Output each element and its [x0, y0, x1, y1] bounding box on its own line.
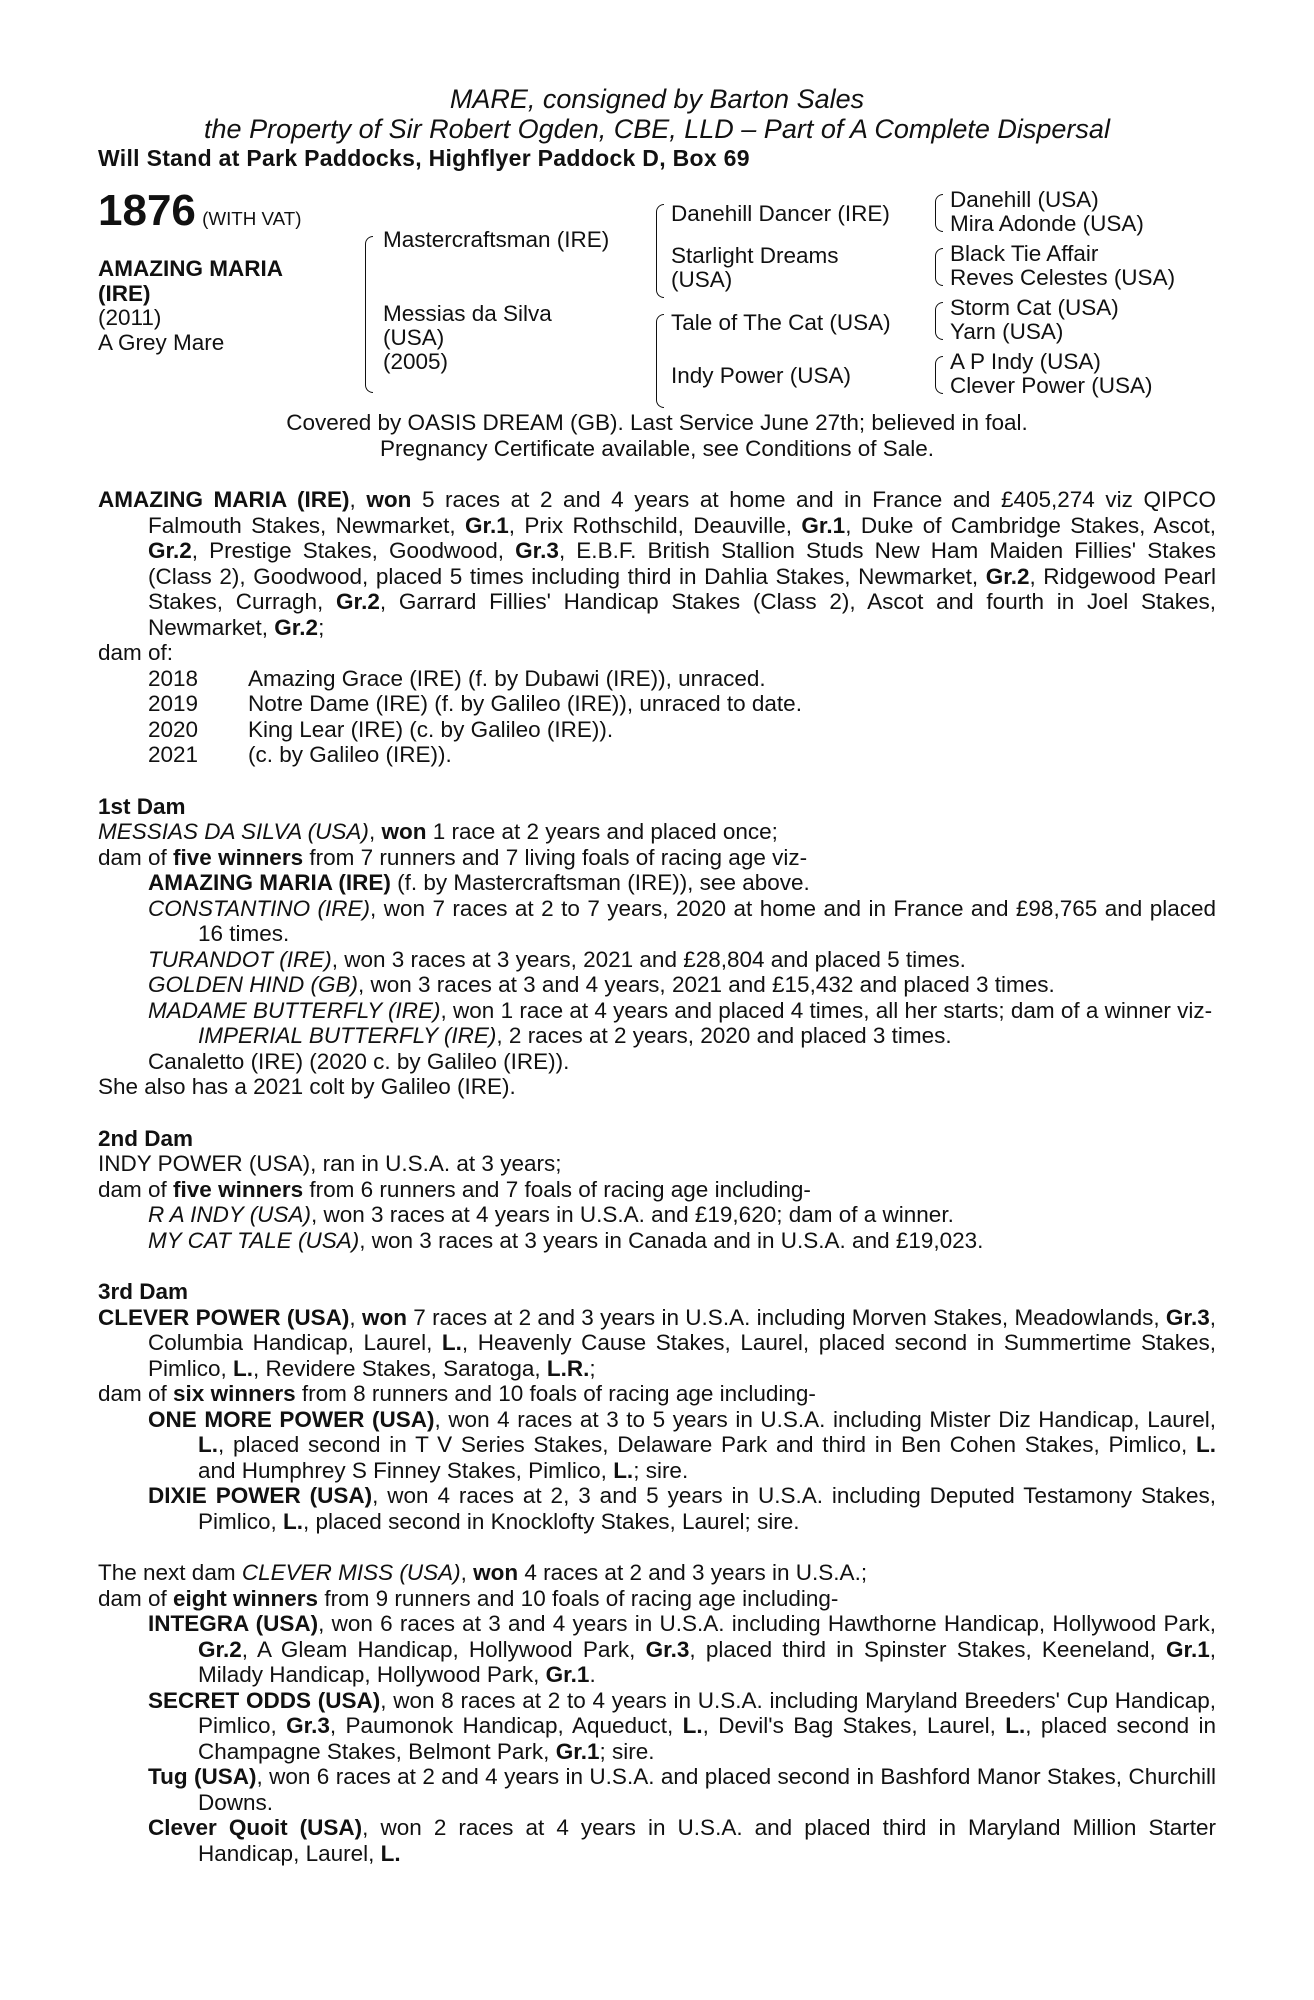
- catalogue-page: [98, 84, 1216, 1866]
- progeny-row: [148, 666, 802, 692]
- grade: Gr.3: [645, 1636, 690, 1662]
- produce-name: IMPERIAL BUTTERFLY (IRE): [198, 1023, 497, 1048]
- also-note: She also has a 2021 colt by Galileo (IRE).: [98, 1074, 516, 1099]
- record-text: ;: [318, 614, 325, 640]
- grade: L.: [283, 1508, 304, 1534]
- record-text: , Prix Rothschild, Deauville,: [508, 512, 802, 538]
- mare-record: AMAZING MARIA (IRE), won 5 races at 2 and 4 years at home and in France and £405,274 viz QIPCO Falmouth Stakes, Newmarket, Gr.1, Prix Rothschild, Deauville, Gr.1, Duke of Cambridge Stakes, Ascot, Gr.2, Prestige Stakes, Goodwood, Gr.3, E.B.F. British Stallion Studs New Ham Maiden Fillies' Stakes (Class 2), Goodwood, placed 5 times including third in Dahlia Stakes, Newmarket, Gr.2, Ridgewood Pearl Stakes, Curragh, Gr.2, Garrard Fillies' Handicap Stakes (Class 2), Ascot and fourth in Joel Stakes, Newmarket, Gr.2;: [98, 487, 1217, 640]
- won-label: won: [361, 1304, 407, 1330]
- dam-year: (2005): [383, 349, 449, 374]
- produce-name: Tug (USA): [148, 1764, 257, 1789]
- grade: Gr.3: [1165, 1304, 1210, 1330]
- progeny-year: 2019: [148, 691, 199, 716]
- second-dam-record: INDY POWER (USA), ran in U.S.A. at 3 years;: [98, 1151, 562, 1176]
- first-dam-heading: 1st Dam: [98, 793, 186, 819]
- produce-name: R A INDY (USA): [148, 1202, 311, 1227]
- dam-of-label: dam of:: [98, 640, 174, 665]
- grade: Gr.2: [985, 563, 1030, 589]
- grade: L.: [380, 1840, 401, 1866]
- progeny-list: [148, 666, 802, 768]
- pedigree-brace: [935, 302, 943, 340]
- produce-name: GOLDEN HIND (GB): [148, 972, 359, 997]
- grade: Gr.1: [465, 512, 509, 538]
- next-dam-name: CLEVER MISS (USA): [241, 1560, 461, 1585]
- pregnancy-note: Pregnancy Certificate available, see Conditions of Sale.: [379, 435, 935, 461]
- dam-sire: Tale of The Cat (USA): [671, 310, 891, 335]
- first-dam-produce: dam of five winners from 7 runners and 7 living foals of racing age viz-: [98, 844, 808, 870]
- produce-name: INTEGRA (USA): [148, 1611, 319, 1636]
- grade: L.: [682, 1713, 703, 1738]
- produce-name: DIXIE POWER (USA): [148, 1483, 373, 1508]
- grade: Gr.2: [148, 538, 192, 563]
- grade: Gr.2: [274, 614, 319, 640]
- vat-label: (WITH VAT): [202, 208, 302, 229]
- gg-7: A P Indy (USA): [950, 349, 1101, 374]
- produce-name: Clever Quoit (USA): [148, 1815, 363, 1840]
- grade: L.: [1196, 1432, 1216, 1457]
- sire-dam: Starlight Dreams: [671, 243, 839, 268]
- sire: Mastercraftsman (IRE): [383, 227, 610, 252]
- progeny-year: 2018: [148, 665, 199, 691]
- grade: L.: [613, 1457, 634, 1483]
- produce-entry: AMAZING MARIA (IRE) (f. by Mastercraftsman (IRE)), see above.: [148, 870, 810, 895]
- third-dam-record: CLEVER POWER (USA), won 7 races at 2 and 3 years in U.S.A. including Morven Stakes, Meadowlands, Gr.3, Columbia Handicap, Laurel, L., Heavenly Cause Stakes, Laurel, placed second in Summertime Stakes, Pimlico, L., Revidere Stakes, Saratoga, L.R.;: [98, 1304, 1216, 1381]
- gg-2: Mira Adonde (USA): [950, 211, 1144, 236]
- covered-note: Covered by OASIS DREAM (GB). Last Service June 27th; believed in foal.: [286, 410, 1028, 435]
- produce-entry: DIXIE POWER (USA), won 4 races at 2, 3 and 5 years in U.S.A. including Deputed Testamony Stakes, Pimlico, L., placed second in Knocklofty Stakes, Laurel; sire.: [148, 1483, 1216, 1534]
- grade: L.: [233, 1355, 254, 1381]
- property-line: the Property of Sir Robert Ogden, CBE, LLD – Part of A Complete Dispersal: [204, 114, 1110, 144]
- second-dam-produce: dam of five winners from 6 runners and 7 foals of racing age including-: [98, 1176, 811, 1202]
- pedigree-brace: [365, 236, 373, 393]
- grade: L.: [198, 1432, 218, 1457]
- gg-1: Danehill (USA): [950, 187, 1099, 212]
- grade: Gr.3: [515, 538, 559, 563]
- dam-name: Messias da Silva: [383, 301, 552, 326]
- grade: L.: [1005, 1713, 1026, 1738]
- progeny-row: [148, 717, 802, 743]
- grade: Gr.1: [555, 1738, 600, 1764]
- winners-count: five winners: [173, 1176, 304, 1202]
- dam-origin: (USA): [383, 325, 445, 350]
- record-text: 5 races at 2 and 4 years at home and in France and £405,274 viz QIPCO Falmouth Stakes, Newmarket,: [148, 487, 1216, 538]
- lot-number: [98, 188, 301, 234]
- produce-entry: SECRET ODDS (USA), won 8 races at 2 to 4 years in U.S.A. including Maryland Breeders' Cup Handicap, Pimlico, Gr.3, Paumonok Handicap, Aqueduct, L., Devil's Bag Stakes, Laurel, L., placed second in Champagne Stakes, Belmont Park, Gr.1; sire.: [148, 1687, 1217, 1764]
- produce-entry: Clever Quoit (USA), won 2 races at 4 years in U.S.A. and placed third in Maryland Million Starter Handicap, Laurel, L.: [148, 1815, 1216, 1866]
- grand-produce-entry: IMPERIAL BUTTERFLY (IRE), 2 races at 2 years, 2020 and placed 3 times.: [198, 1023, 952, 1048]
- produce-entry: GOLDEN HIND (GB), won 3 races at 3 and 4 years, 2021 and £15,432 and placed 3 times.: [148, 972, 1055, 997]
- won-label: won: [381, 819, 427, 844]
- horse-description: A Grey Mare: [98, 330, 225, 355]
- grade: Gr.2: [198, 1636, 242, 1662]
- first-dam-name: MESSIAS DA SILVA (USA): [98, 819, 369, 844]
- produce-name: MY CAT TALE (USA): [148, 1227, 360, 1253]
- record-text: , E.B.F. British Stallion Studs New Ham Maiden Fillies' Stakes (Class 2), Goodwood, placed 5 times including third in Dahlia Stakes, Newmarket,: [148, 538, 1216, 589]
- produce-entry: ONE MORE POWER (USA), won 4 races at 3 to 5 years in U.S.A. including Mister Diz Handicap, Laurel, L., placed second in T V Series Stakes, Delaware Park and third in Ben Cohen Stakes, Pimlico, L. and Humphrey S Finney Stakes, Pimlico, L.; sire.: [148, 1406, 1216, 1483]
- gg-6: Yarn (USA): [950, 319, 1064, 344]
- grade: Gr.2: [336, 589, 380, 614]
- gg-5: Storm Cat (USA): [950, 295, 1119, 320]
- third-dam-produce: dam of six winners from 8 runners and 10 foals of racing age including-: [98, 1381, 816, 1406]
- record-text: , Garrard Fillies' Handicap Stakes (Class 2), Ascot and fourth in Joel Stakes, Newmarket,: [148, 589, 1216, 640]
- second-dam-heading: 2nd Dam: [98, 1125, 194, 1151]
- progeny-text: (c. by Galileo (IRE)).: [248, 742, 452, 767]
- gg-8: Clever Power (USA): [950, 373, 1153, 398]
- sire-dam-origin: (USA): [671, 267, 733, 292]
- won-label: won: [473, 1560, 519, 1585]
- produce-name: AMAZING MARIA (IRE): [148, 870, 391, 895]
- produce-entry: Tug (USA), won 6 races at 2 and 4 years in U.S.A. and placed second in Bashford Manor Stakes, Churchill Downs.: [148, 1764, 1216, 1815]
- dam-dam: Indy Power (USA): [671, 363, 852, 388]
- grade: Gr.1: [801, 512, 846, 538]
- next-dam-record: The next dam CLEVER MISS (USA), won 4 races at 2 and 3 years in U.S.A.;: [98, 1560, 868, 1585]
- produce-entry: INTEGRA (USA), won 6 races at 3 and 4 years in U.S.A. including Hawthorne Handicap, Hollywood Park, Gr.2, A Gleam Handicap, Hollywood Park, Gr.3, placed third in Spinster Stakes, Keeneland, Gr.1, Milady Handicap, Hollywood Park, Gr.1.: [148, 1611, 1216, 1687]
- produce-entry: CONSTANTINO (IRE), won 7 races at 2 to 7 years, 2020 at home and in France and £98,765 and placed 16 times.: [148, 895, 1216, 946]
- produce-name: ONE MORE POWER (USA): [148, 1406, 435, 1432]
- next-dam-produce: dam of eight winners from 9 runners and 10 foals of racing age including-: [98, 1585, 839, 1611]
- pedigree-brace: [935, 194, 943, 232]
- winners-count: eight winners: [173, 1585, 319, 1611]
- record-text: , Ridgewood Pearl Stakes, Curragh,: [148, 563, 1217, 614]
- gg-4: Reves Celestes (USA): [950, 265, 1176, 290]
- horse-name: AMAZING MARIA: [98, 256, 283, 281]
- progeny-text: King Lear (IRE) (c. by Galileo (IRE)).: [248, 716, 614, 742]
- pedigree-brace: [656, 204, 664, 298]
- consignor-line: MARE, consigned by Barton Sales: [449, 84, 865, 114]
- progeny-text: Amazing Grace (IRE) (f. by Dubawi (IRE)), unraced.: [248, 665, 766, 691]
- mare-name: AMAZING MARIA (IRE): [98, 487, 350, 512]
- produce-entry: R A INDY (USA), won 3 races at 4 years in U.S.A. and £19,620; dam of a winner.: [148, 1202, 954, 1227]
- grade: Gr.3: [286, 1713, 330, 1738]
- progeny-year: 2021: [148, 742, 199, 767]
- progeny-text: Notre Dame (IRE) (f. by Galileo (IRE)), unraced to date.: [248, 691, 802, 716]
- lot-number-value: 1876: [98, 186, 196, 235]
- winners-count: five winners: [173, 844, 304, 870]
- progeny-row: [148, 742, 802, 768]
- stand-location: Will Stand at Park Paddocks, Highflyer Paddock D, Box 69: [98, 145, 750, 171]
- first-dam-record: MESSIAS DA SILVA (USA), won 1 race at 2 years and placed once;: [98, 819, 778, 844]
- produce-entry: MADAME BUTTERFLY (IRE), won 1 race at 4 years and placed 4 times, all her starts; dam of a winner viz-: [148, 997, 1213, 1023]
- produce-entry: MY CAT TALE (USA), won 3 races at 3 years in Canada and in U.S.A. and £19,023.: [148, 1227, 984, 1253]
- record-text: , Prestige Stakes, Goodwood,: [191, 538, 516, 563]
- grade: Gr.1: [545, 1662, 590, 1687]
- progeny-year: 2020: [148, 716, 199, 742]
- grade: L.: [441, 1330, 462, 1355]
- produce-entry: Canaletto (IRE) (2020 c. by Galileo (IRE)).: [148, 1048, 570, 1074]
- record-text: 1 race at 2 years and placed once;: [426, 819, 778, 844]
- winners-count: six winners: [173, 1381, 296, 1406]
- produce-name: TURANDOT (IRE): [148, 946, 332, 972]
- pedigree-brace: [935, 356, 943, 394]
- pedigree-brace: [935, 248, 943, 286]
- foaling-year: (2011): [98, 305, 162, 330]
- produce-name: SECRET ODDS (USA): [148, 1687, 381, 1713]
- gg-3: Black Tie Affair: [950, 241, 1099, 266]
- pedigree-brace: [656, 314, 664, 408]
- won-label: won: [366, 487, 412, 512]
- produce-entry: TURANDOT (IRE), won 3 races at 3 years, 2021 and £28,804 and placed 5 times.: [148, 946, 966, 972]
- grade: Gr.1: [1165, 1636, 1210, 1662]
- horse-suffix: (IRE): [98, 281, 151, 306]
- pedigree-table: [98, 188, 1216, 410]
- third-dam-name: CLEVER POWER (USA): [98, 1304, 350, 1330]
- progeny-row: [148, 691, 802, 717]
- grade: L.R.: [546, 1355, 590, 1381]
- sire-sire: Danehill Dancer (IRE): [671, 201, 890, 226]
- produce-name: MADAME BUTTERFLY (IRE): [148, 997, 441, 1023]
- record-text: , Duke of Cambridge Stakes, Ascot,: [845, 512, 1216, 538]
- produce-name: CONSTANTINO (IRE): [148, 895, 371, 921]
- third-dam-heading: 3rd Dam: [98, 1279, 189, 1304]
